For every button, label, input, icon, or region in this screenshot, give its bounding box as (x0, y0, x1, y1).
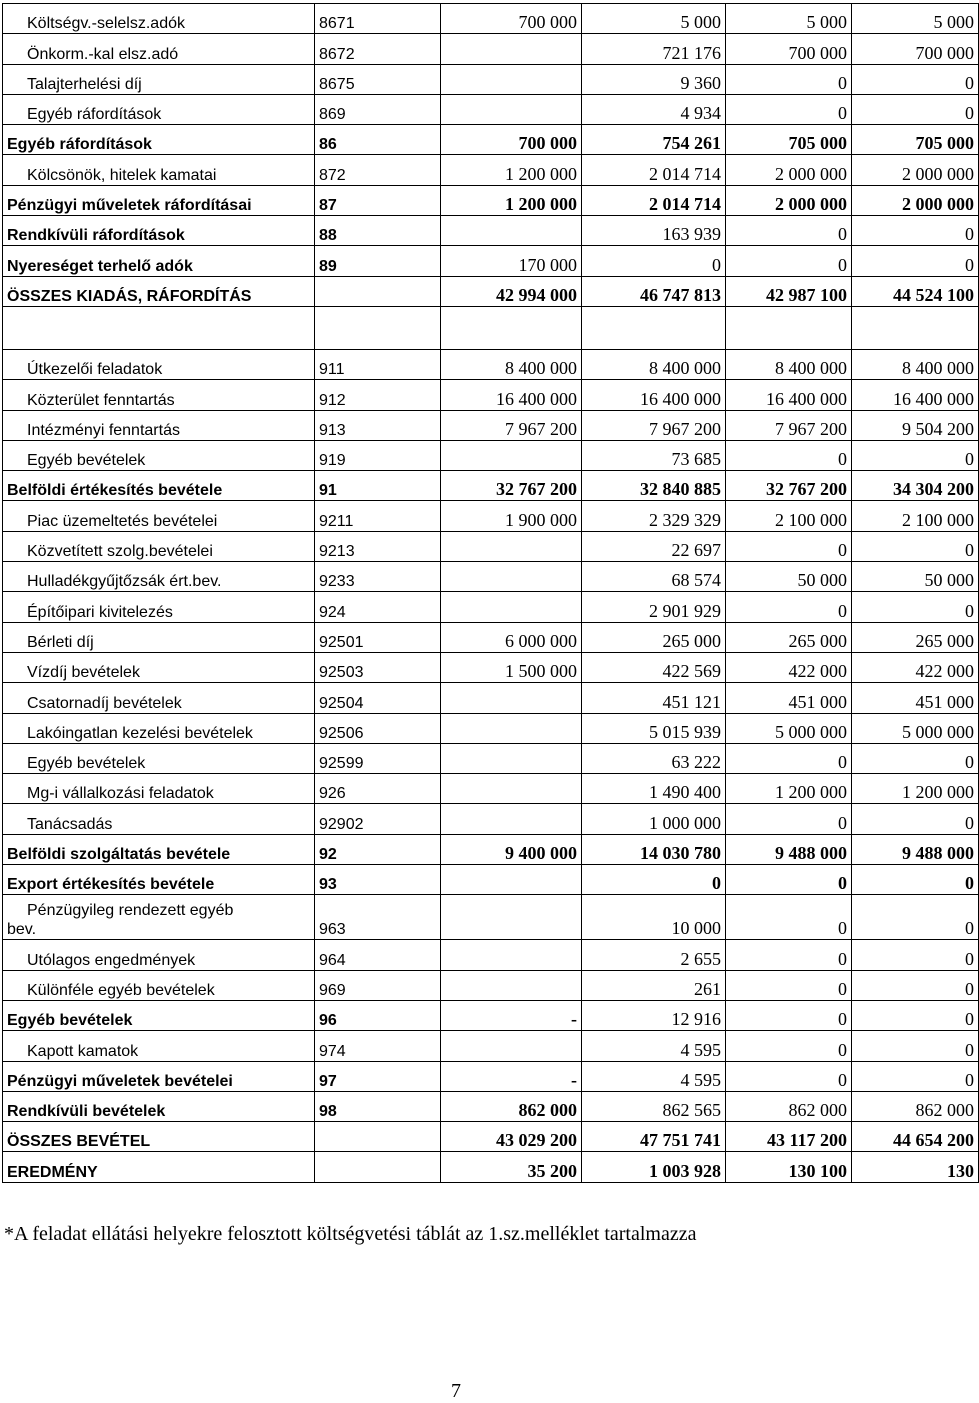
value-cell-2: 261 (582, 970, 726, 1000)
value-cell-1 (441, 64, 582, 94)
row-label: Tanácsadás (3, 804, 315, 834)
value-cell-4: 0 (852, 865, 979, 895)
row-label: Utólagos engedmények (3, 940, 315, 970)
value-cell-4: 0 (852, 592, 979, 622)
value-cell-2: 5 015 939 (582, 713, 726, 743)
value-cell-4: 0 (852, 743, 979, 773)
row-label: Vízdíj bevételek (3, 652, 315, 682)
value-cell-3: 9 488 000 (726, 834, 852, 864)
row-code: 924 (315, 592, 441, 622)
value-cell-3: 1 200 000 (726, 774, 852, 804)
value-cell-4: 5 000 (852, 4, 979, 34)
row-label: EREDMÉNY (3, 1152, 315, 1182)
value-cell-1 (441, 440, 582, 470)
value-cell-4: 0 (852, 895, 979, 940)
value-cell-4: 0 (852, 804, 979, 834)
empty-cell (852, 306, 979, 349)
row-label-line-2: bev. (7, 921, 37, 939)
table-row (3, 1031, 979, 1061)
row-label: Egyéb ráfordítások (3, 125, 315, 155)
value-cell-4: 0 (852, 440, 979, 470)
value-cell-2: 2 014 714 (582, 185, 726, 215)
value-cell-4: 0 (852, 246, 979, 276)
value-cell-1: 700 000 (441, 125, 582, 155)
row-label: Útkezelői feladatok (3, 349, 315, 379)
value-cell-1 (441, 216, 582, 246)
value-cell-4: 700 000 (852, 34, 979, 64)
value-cell-2: 47 751 741 (582, 1122, 726, 1152)
row-label: Bérleti díj (3, 622, 315, 652)
row-label: Pénzügyi műveletek bevételei (3, 1061, 315, 1091)
row-code: 8675 (315, 64, 441, 94)
value-cell-3: 0 (726, 1031, 852, 1061)
row-label: Közterület fenntartás (3, 380, 315, 410)
value-cell-4: 0 (852, 64, 979, 94)
row-code: 92902 (315, 804, 441, 834)
value-cell-2: 451 121 (582, 683, 726, 713)
value-cell-3: 0 (726, 1061, 852, 1091)
value-cell-2: 4 595 (582, 1061, 726, 1091)
value-cell-1 (441, 804, 582, 834)
value-cell-3: 43 117 200 (726, 1122, 852, 1152)
table-row (3, 895, 979, 940)
value-cell-4: 0 (852, 1061, 979, 1091)
value-cell-2: 0 (582, 865, 726, 895)
value-cell-2: 32 840 885 (582, 471, 726, 501)
value-cell-2: 754 261 (582, 125, 726, 155)
table-row (3, 501, 979, 531)
value-cell-3: 0 (726, 246, 852, 276)
value-cell-1 (441, 865, 582, 895)
value-cell-1: 8 400 000 (441, 349, 582, 379)
value-cell-4: 8 400 000 (852, 349, 979, 379)
row-code: 919 (315, 440, 441, 470)
value-cell-1 (441, 713, 582, 743)
value-cell-4: 2 100 000 (852, 501, 979, 531)
table-row (3, 940, 979, 970)
table-row (3, 185, 979, 215)
value-cell-2: 22 697 (582, 531, 726, 561)
value-cell-2: 12 916 (582, 1000, 726, 1030)
table-row (3, 531, 979, 561)
row-code: 872 (315, 155, 441, 185)
footnote: *A feladat ellátási helyekre felosztott költségvetési táblát az 1.sz.melléklet tartalmazza (4, 1223, 697, 1245)
table-row (3, 1061, 979, 1091)
empty-cell (315, 306, 441, 349)
table-row (3, 834, 979, 864)
value-cell-2: 2 655 (582, 940, 726, 970)
value-cell-2: 1 003 928 (582, 1152, 726, 1182)
value-cell-1: - (441, 1000, 582, 1030)
budget-table-body (3, 4, 979, 1183)
table-row (3, 94, 979, 124)
page-number: 7 (451, 1380, 461, 1402)
value-cell-2: 2 014 714 (582, 155, 726, 185)
value-cell-1 (441, 531, 582, 561)
value-cell-2: 4 934 (582, 94, 726, 124)
table-row (3, 652, 979, 682)
row-code: 912 (315, 380, 441, 410)
row-code: 87 (315, 185, 441, 215)
value-cell-3: 0 (726, 216, 852, 246)
value-cell-4: 5 000 000 (852, 713, 979, 743)
value-cell-4: 44 524 100 (852, 276, 979, 306)
row-code (315, 276, 441, 306)
row-label: Talajterhelési díj (3, 64, 315, 94)
value-cell-3: 0 (726, 865, 852, 895)
table-row (3, 1122, 979, 1152)
table-row (3, 1152, 979, 1182)
row-code: 92504 (315, 683, 441, 713)
empty-cell (3, 306, 315, 349)
value-cell-4: 422 000 (852, 652, 979, 682)
value-cell-1 (441, 34, 582, 64)
row-code: 93 (315, 865, 441, 895)
value-cell-4: 0 (852, 1031, 979, 1061)
row-code: 92501 (315, 622, 441, 652)
value-cell-4: 0 (852, 940, 979, 970)
value-cell-4: 9 488 000 (852, 834, 979, 864)
value-cell-4: 44 654 200 (852, 1122, 979, 1152)
table-row (3, 471, 979, 501)
value-cell-3: 2 000 000 (726, 155, 852, 185)
value-cell-1: 43 029 200 (441, 1122, 582, 1152)
row-label: Piac üzemeltetés bevételei (3, 501, 315, 531)
row-code (315, 1122, 441, 1152)
value-cell-4: 0 (852, 970, 979, 1000)
row-code: 963 (315, 895, 441, 940)
value-cell-1: 1 900 000 (441, 501, 582, 531)
value-cell-4: 16 400 000 (852, 380, 979, 410)
table-row (3, 592, 979, 622)
value-cell-1: 700 000 (441, 4, 582, 34)
value-cell-3: 7 967 200 (726, 410, 852, 440)
value-cell-4: 0 (852, 216, 979, 246)
table-row (3, 622, 979, 652)
value-cell-4: 451 000 (852, 683, 979, 713)
value-cell-2: 16 400 000 (582, 380, 726, 410)
row-label: Rendkívüli bevételek (3, 1091, 315, 1121)
value-cell-2: 0 (582, 246, 726, 276)
value-cell-3: 16 400 000 (726, 380, 852, 410)
value-cell-3: 451 000 (726, 683, 852, 713)
row-label: Pénzügyi műveletek ráfordításai (3, 185, 315, 215)
value-cell-3: 5 000 (726, 4, 852, 34)
table-row (3, 970, 979, 1000)
row-code: 8671 (315, 4, 441, 34)
row-label: Mg-i vállalkozási feladatok (3, 774, 315, 804)
value-cell-4: 2 000 000 (852, 155, 979, 185)
value-cell-4: 2 000 000 (852, 185, 979, 215)
value-cell-2: 163 939 (582, 216, 726, 246)
row-code: 97 (315, 1061, 441, 1091)
value-cell-1 (441, 970, 582, 1000)
table-row (3, 246, 979, 276)
row-label: Intézményi fenntartás (3, 410, 315, 440)
value-cell-2: 14 030 780 (582, 834, 726, 864)
budget-table (2, 3, 979, 1183)
value-cell-3: 0 (726, 64, 852, 94)
row-label: Kapott kamatok (3, 1031, 315, 1061)
empty-cell (726, 306, 852, 349)
value-cell-3: 50 000 (726, 562, 852, 592)
table-row (3, 125, 979, 155)
value-cell-1 (441, 895, 582, 940)
value-cell-4: 0 (852, 531, 979, 561)
row-code: 8672 (315, 34, 441, 64)
table-row (3, 865, 979, 895)
row-code: 86 (315, 125, 441, 155)
row-code: 96 (315, 1000, 441, 1030)
table-row (3, 64, 979, 94)
row-code: 974 (315, 1031, 441, 1061)
value-cell-4: 862 000 (852, 1091, 979, 1121)
value-cell-1: 9 400 000 (441, 834, 582, 864)
value-cell-2: 2 329 329 (582, 501, 726, 531)
table-row (3, 349, 979, 379)
row-label: Kölcsönök, hitelek kamatai (3, 155, 315, 185)
value-cell-2: 7 967 200 (582, 410, 726, 440)
value-cell-2: 8 400 000 (582, 349, 726, 379)
value-cell-3: 2 100 000 (726, 501, 852, 531)
value-cell-4: 265 000 (852, 622, 979, 652)
row-label (3, 895, 315, 940)
value-cell-2: 10 000 (582, 895, 726, 940)
row-label: Rendkívüli ráfordítások (3, 216, 315, 246)
value-cell-3: 0 (726, 531, 852, 561)
value-cell-1: - (441, 1061, 582, 1091)
value-cell-4: 0 (852, 1000, 979, 1030)
table-row (3, 34, 979, 64)
row-code: 91 (315, 471, 441, 501)
row-code: 969 (315, 970, 441, 1000)
value-cell-1: 862 000 (441, 1091, 582, 1121)
value-cell-2: 862 565 (582, 1091, 726, 1121)
row-code: 92599 (315, 743, 441, 773)
value-cell-3: 42 987 100 (726, 276, 852, 306)
row-code: 926 (315, 774, 441, 804)
row-label: Önkorm.-kal elsz.adó (3, 34, 315, 64)
table-row (3, 804, 979, 834)
value-cell-2: 68 574 (582, 562, 726, 592)
value-cell-2: 63 222 (582, 743, 726, 773)
row-label: Közvetített szolg.bevételei (3, 531, 315, 561)
value-cell-3: 0 (726, 1000, 852, 1030)
spacer-row (3, 306, 979, 349)
row-code: 869 (315, 94, 441, 124)
value-cell-2: 1 490 400 (582, 774, 726, 804)
value-cell-4: 1 200 000 (852, 774, 979, 804)
table-row (3, 1091, 979, 1121)
table-row (3, 440, 979, 470)
row-code: 9233 (315, 562, 441, 592)
row-label: Építőipari kivitelezés (3, 592, 315, 622)
table-row (3, 1000, 979, 1030)
row-label: Export értékesítés bevétele (3, 865, 315, 895)
value-cell-1: 6 000 000 (441, 622, 582, 652)
value-cell-1: 1 200 000 (441, 185, 582, 215)
row-code: 88 (315, 216, 441, 246)
value-cell-3: 0 (726, 940, 852, 970)
empty-cell (582, 306, 726, 349)
value-cell-1: 16 400 000 (441, 380, 582, 410)
value-cell-4: 50 000 (852, 562, 979, 592)
row-code: 92 (315, 834, 441, 864)
row-code: 98 (315, 1091, 441, 1121)
value-cell-1 (441, 94, 582, 124)
row-label: Nyereséget terhelő adók (3, 246, 315, 276)
value-cell-2: 721 176 (582, 34, 726, 64)
value-cell-3: 265 000 (726, 622, 852, 652)
value-cell-1 (441, 592, 582, 622)
value-cell-3: 0 (726, 804, 852, 834)
value-cell-2: 4 595 (582, 1031, 726, 1061)
row-code: 911 (315, 349, 441, 379)
value-cell-3: 705 000 (726, 125, 852, 155)
value-cell-3: 32 767 200 (726, 471, 852, 501)
value-cell-4: 0 (852, 94, 979, 124)
row-label-line-1: Pénzügyileg rendezett egyéb (27, 902, 234, 920)
value-cell-3: 0 (726, 440, 852, 470)
row-label: Lakóingatlan kezelési bevételek (3, 713, 315, 743)
value-cell-3: 5 000 000 (726, 713, 852, 743)
row-label: Csatornadíj bevételek (3, 683, 315, 713)
table-row (3, 562, 979, 592)
value-cell-2: 5 000 (582, 4, 726, 34)
value-cell-1 (441, 562, 582, 592)
row-label: Egyéb bevételek (3, 1000, 315, 1030)
value-cell-4: 9 504 200 (852, 410, 979, 440)
value-cell-1 (441, 743, 582, 773)
row-label: Költségv.-selelsz.adók (3, 4, 315, 34)
row-code: 913 (315, 410, 441, 440)
table-row (3, 743, 979, 773)
row-label: Hulladékgyűjtőzsák ért.bev. (3, 562, 315, 592)
value-cell-4: 34 304 200 (852, 471, 979, 501)
value-cell-2: 9 360 (582, 64, 726, 94)
row-code: 964 (315, 940, 441, 970)
value-cell-3: 0 (726, 592, 852, 622)
value-cell-2: 73 685 (582, 440, 726, 470)
value-cell-1: 32 767 200 (441, 471, 582, 501)
value-cell-2: 265 000 (582, 622, 726, 652)
value-cell-1: 170 000 (441, 246, 582, 276)
row-label: ÖSSZES KIADÁS, RÁFORDÍTÁS (3, 276, 315, 306)
value-cell-3: 2 000 000 (726, 185, 852, 215)
value-cell-2: 46 747 813 (582, 276, 726, 306)
row-label: Különféle egyéb bevételek (3, 970, 315, 1000)
table-row (3, 713, 979, 743)
value-cell-3: 422 000 (726, 652, 852, 682)
value-cell-1: 7 967 200 (441, 410, 582, 440)
value-cell-2: 1 000 000 (582, 804, 726, 834)
value-cell-3: 700 000 (726, 34, 852, 64)
row-label: Egyéb bevételek (3, 440, 315, 470)
value-cell-3: 130 100 (726, 1152, 852, 1182)
row-code (315, 1152, 441, 1182)
value-cell-1 (441, 1031, 582, 1061)
value-cell-1 (441, 683, 582, 713)
value-cell-3: 0 (726, 895, 852, 940)
value-cell-1: 1 500 000 (441, 652, 582, 682)
row-code: 92506 (315, 713, 441, 743)
row-label: ÖSSZES BEVÉTEL (3, 1122, 315, 1152)
value-cell-3: 0 (726, 970, 852, 1000)
row-code: 92503 (315, 652, 441, 682)
value-cell-1: 42 994 000 (441, 276, 582, 306)
row-label: Egyéb ráfordítások (3, 94, 315, 124)
row-code: 9213 (315, 531, 441, 561)
value-cell-2: 422 569 (582, 652, 726, 682)
table-row (3, 683, 979, 713)
value-cell-1: 35 200 (441, 1152, 582, 1182)
row-code: 9211 (315, 501, 441, 531)
table-row (3, 4, 979, 34)
value-cell-1 (441, 940, 582, 970)
value-cell-1: 1 200 000 (441, 155, 582, 185)
row-label: Belföldi értékesítés bevétele (3, 471, 315, 501)
value-cell-3: 0 (726, 743, 852, 773)
row-label: Belföldi szolgáltatás bevétele (3, 834, 315, 864)
value-cell-3: 8 400 000 (726, 349, 852, 379)
row-code: 89 (315, 246, 441, 276)
table-row (3, 774, 979, 804)
table-row (3, 380, 979, 410)
table-row (3, 276, 979, 306)
value-cell-4: 130 (852, 1152, 979, 1182)
table-row (3, 155, 979, 185)
table-row (3, 216, 979, 246)
value-cell-3: 862 000 (726, 1091, 852, 1121)
row-label: Egyéb bevételek (3, 743, 315, 773)
value-cell-1 (441, 774, 582, 804)
empty-cell (441, 306, 582, 349)
value-cell-4: 705 000 (852, 125, 979, 155)
table-row (3, 410, 979, 440)
value-cell-3: 0 (726, 94, 852, 124)
value-cell-2: 2 901 929 (582, 592, 726, 622)
